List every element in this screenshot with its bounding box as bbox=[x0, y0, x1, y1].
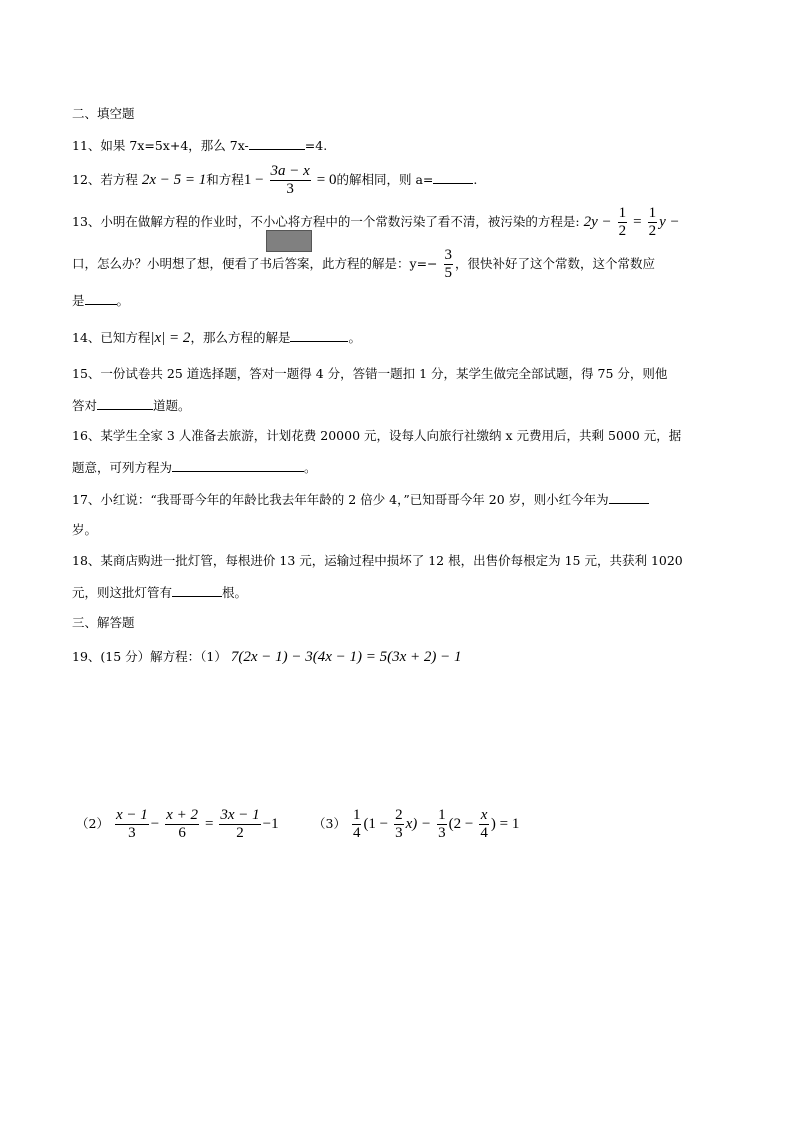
q14-text: 14、已知方程 bbox=[72, 330, 151, 345]
q13-text: 13、小明在做解方程的作业时，不小心将方程中的一个常数污染了看不清，被污染的方程是: bbox=[72, 214, 580, 229]
q14-equation: |x| = 2 bbox=[150, 330, 191, 346]
q13-eq-sign: = bbox=[633, 214, 642, 230]
q12-text-post: 的解相同，则 a= bbox=[336, 172, 434, 187]
q15-text: 答对 bbox=[72, 398, 98, 413]
question-13-line-2 bbox=[72, 246, 655, 282]
q13-text-2a: 口，怎么办？小明想了想，便看了书后答案，此方程的解是：y=− bbox=[72, 256, 438, 271]
q13-text-3b: 。 bbox=[116, 293, 130, 308]
q13-solution-fraction: $\frac{3}{5}$ bbox=[444, 247, 452, 281]
question-14 bbox=[72, 329, 361, 346]
q16-blank[interactable] bbox=[172, 459, 304, 472]
q13-text-2b: ，很快补好了这个常数，这个常数应 bbox=[455, 256, 656, 271]
q11-tail: =4. bbox=[304, 138, 328, 153]
q19-3-paren-c: (2 − bbox=[448, 816, 474, 832]
q16-text: 题意，可列方程为 bbox=[72, 460, 173, 475]
q19-3-fraction-d: $\frac{1}{4}$ bbox=[352, 807, 361, 841]
q18-text-tail: 根。 bbox=[222, 585, 248, 600]
q19-3-paren-d: ) = 1 bbox=[490, 816, 520, 832]
question-12 bbox=[72, 162, 477, 198]
q19-2-fraction-b: $\frac{x + 2}{6}$ bbox=[166, 807, 198, 841]
question-18-line-2 bbox=[72, 584, 247, 601]
question-17-line-1 bbox=[72, 491, 649, 508]
q14-text-mid: ，那么方程的解是 bbox=[190, 330, 291, 345]
q13-eq-lhs: 2y − bbox=[583, 214, 612, 230]
question-11 bbox=[72, 137, 327, 154]
q12-equation-2-rhs: = 0 bbox=[316, 172, 337, 188]
question-13-line-3 bbox=[72, 292, 129, 309]
q19-3-fraction-h: $\frac{x}{4}$ bbox=[480, 807, 488, 841]
q19-3-fraction-f: $\frac{1}{3}$ bbox=[438, 807, 446, 841]
section-heading-fill-in: 二、填空题 bbox=[72, 106, 135, 121]
q15-text-tail: 道题。 bbox=[153, 398, 191, 413]
q19-part-2-label: （2） bbox=[76, 816, 109, 831]
q19-2-fraction-c: $\frac{3x - 1}{2}$ bbox=[220, 807, 260, 841]
q12-text: 12、若方程 bbox=[72, 172, 138, 187]
q11-blank[interactable] bbox=[249, 137, 305, 150]
q19-2-equals: = bbox=[204, 816, 214, 832]
q14-blank[interactable] bbox=[290, 329, 348, 342]
q12-equation-1: 2x − 5 = 1 bbox=[141, 172, 207, 188]
q12-equation-2-lhs: 1 − bbox=[243, 172, 264, 188]
question-19 bbox=[72, 649, 462, 665]
q13-blank[interactable] bbox=[85, 292, 117, 305]
q11-text: 11、如果 7x=5x+4，那么 7x- bbox=[72, 138, 249, 153]
question-16-line-2 bbox=[72, 459, 317, 476]
q18-blank[interactable] bbox=[172, 584, 222, 597]
q13-eq-rhs: y − bbox=[659, 214, 680, 230]
q19-equation-1: 7(2x − 1) − 3(4x − 1) = 5(3x + 2) − 1 bbox=[230, 649, 462, 665]
question-13-line-1 bbox=[72, 204, 680, 240]
q13-fraction-1: $\frac{1}{2}$ bbox=[618, 205, 627, 239]
q19-3-fraction-e: $\frac{2}{3}$ bbox=[395, 807, 403, 841]
q12-period: . bbox=[473, 172, 478, 187]
q13-text-3a: 是 bbox=[72, 293, 85, 308]
question-18-line-1: 18、某商店购进一批灯管，每根进价 13 元，运输过程中损坏了 12 根，出售价每根定为 15 元，共获利 1020 bbox=[72, 553, 683, 568]
section-heading-solve: 三、解答题 bbox=[72, 615, 135, 630]
q12-fraction: $\frac{3a - x}{3}$ bbox=[270, 163, 310, 197]
question-19-part-3 bbox=[313, 806, 519, 842]
q12-blank[interactable] bbox=[433, 171, 473, 184]
q15-blank[interactable] bbox=[97, 397, 153, 410]
q13-fraction-2: $\frac{1}{2}$ bbox=[648, 205, 657, 239]
q12-text-mid: 和方程 bbox=[206, 172, 244, 187]
question-16-line-1: 16、某学生全家 3 人准备去旅游，计划花费 20000 元，设每人向旅行社缴纳 x 元费用后，共剩 5000 元，据 bbox=[72, 428, 682, 443]
q17-text: 17、小红说：“我哥哥今年的年龄比我去年年龄的 2 倍少 4，”已知哥哥今年 20 岁，则小红今年为 bbox=[72, 492, 609, 507]
q14-period: 。 bbox=[348, 330, 361, 345]
q19-label: 19、(15 分）解方程：（1） bbox=[72, 649, 227, 664]
q18-text: 元，则这批灯管有 bbox=[72, 585, 173, 600]
q19-part-3-label: （3） bbox=[313, 816, 346, 831]
q17-blank[interactable] bbox=[609, 491, 649, 504]
question-15-line-1: 15、一份试卷共 25 道选择题，答对一题得 4 分，答错一题扣 1 分，某学生做完全部试题，得 75 分，则他 bbox=[72, 366, 668, 381]
q19-3-paren-a: (1 − bbox=[363, 816, 389, 832]
question-19-part-2 bbox=[76, 806, 279, 842]
q16-period: 。 bbox=[304, 460, 317, 475]
q19-2-tail: −1 bbox=[262, 816, 279, 832]
q19-3-paren-b: x) − bbox=[405, 816, 432, 832]
question-15-line-2 bbox=[72, 397, 191, 414]
question-17-line-2: 岁。 bbox=[72, 522, 98, 537]
q19-2-minus: − bbox=[150, 816, 160, 832]
q19-2-fraction-a: $\frac{x - 1}{3}$ bbox=[115, 807, 148, 841]
